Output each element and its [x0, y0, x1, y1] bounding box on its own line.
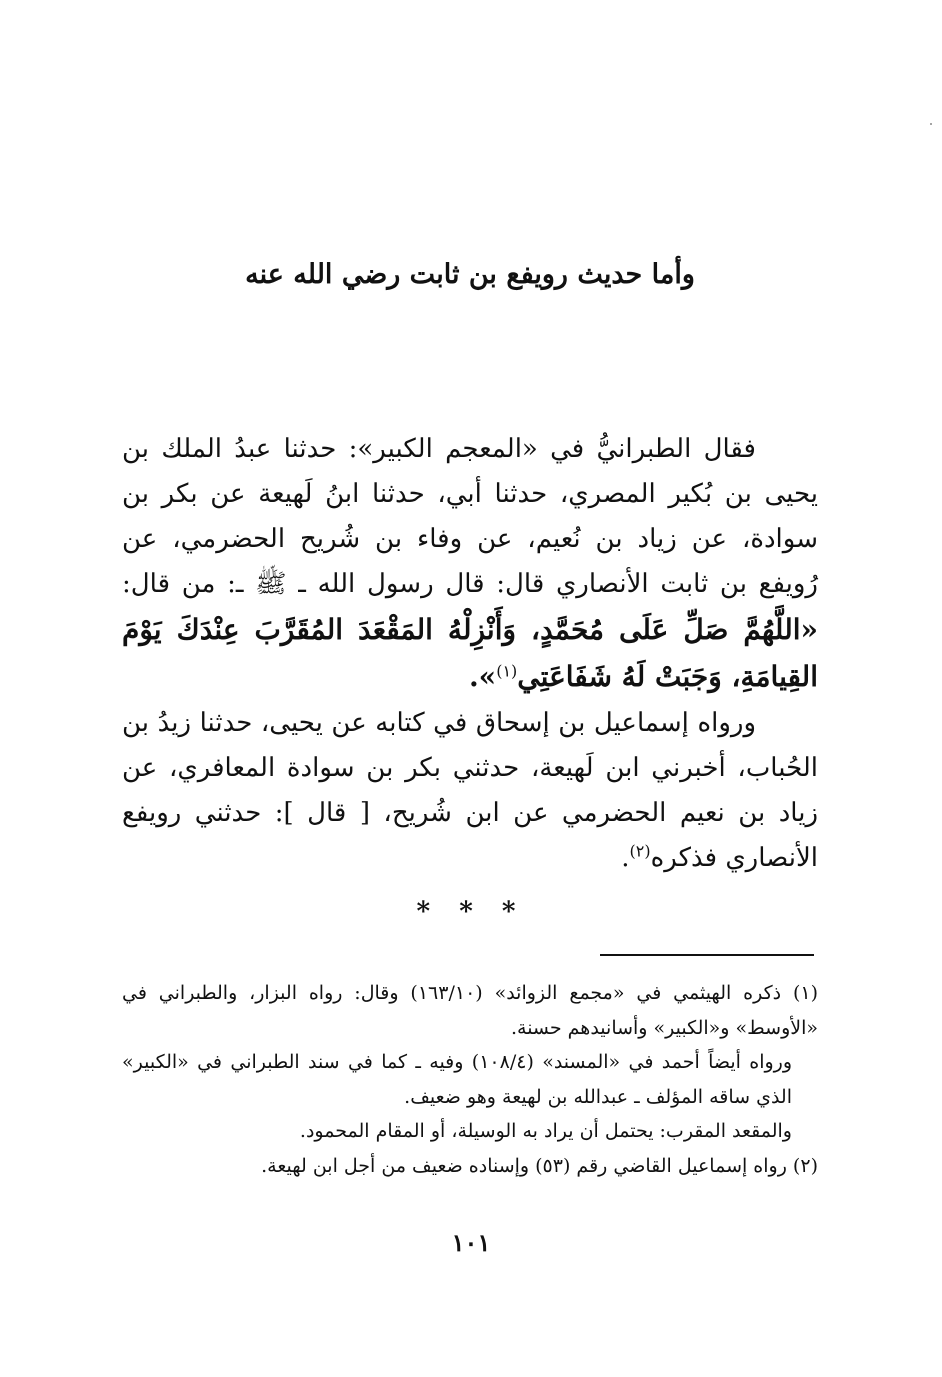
main-text	[122, 427, 818, 881]
footnote-2: (٢) رواه إسماعيل القاضي رقم (٥٣) وإسناده ضعيف من أجل ابن لهيعة.	[261, 1154, 818, 1177]
footnote-1: (١) ذكره الهيثمي في «مجمع الزوائد» (١٦٣/١٠) وقال: رواه البزار، والطبراني في «الأوسط» و«الكبير» وأسانيدهم حسنة.	[122, 982, 819, 1039]
footnote-1-gloss: والمقعد المقرب: يحتمل أن يراد به الوسيلة، أو المقام المحمود.	[299, 1120, 792, 1142]
footnotes	[122, 976, 818, 1183]
footnote-1-continued: ورواه أيضاً أحمد في «المسند» (١٠٨/٤) وفيه ـ كما في سند الطبراني في «الكبير» الذي ساقه المؤلف ـ عبدالله بن لهيعة وهو ضعيف.	[122, 1051, 792, 1108]
scan-speck	[930, 123, 932, 125]
paragraph-ismail-text: ورواه إسماعيل بن إسحاق في كتابه عن يحيى، حدثنا زيدُ بن الحُباب، أخبرني ابن لَهيعة، حدثني بكر بن سوادة المعافري، عن زياد بن نعيم الحضرمي عن ابن شُريح، [ قال ]: حدثني رويفع الأنصاري فذكره	[122, 708, 818, 873]
footnote-ref-1[interactable]: (١)	[496, 661, 518, 681]
prayer-closing: ».	[468, 660, 497, 693]
paragraph-tabarani	[122, 427, 818, 701]
footnote-rule	[600, 954, 814, 956]
footnote-ref-2[interactable]: (٢)	[629, 841, 651, 861]
paragraph-ismail	[122, 701, 818, 881]
section-separator: * * *	[416, 897, 526, 927]
paragraph-ismail-end: .	[621, 843, 630, 873]
page-number: ١٠١	[451, 1228, 491, 1257]
paragraph-tabarani-text: فقال الطبرانيُّ في «المعجم الكبير»: حدثنا عبدُ الملك بن يحيى بن بُكير المصري، حدثنا أبي، حدثنا ابنُ لَهيعة عن بكر بن سوادة، عن زياد بن نُعيم، عن وفاء بن شُريح الحضرمي، عن رُويفع بن ثابت الأنصاري قال: قال رسول الله ـ ﷺ ـ: من قال:	[122, 434, 818, 599]
prayer-text: «اللَّهُمَّ صَلِّ عَلَى مُحَمَّدٍ، وَأَنْزِلْهُ المَقْعَدَ المُقَرَّبَ عِنْدَكَ يَوْمَ القِيامَةِ، وَجَبَتْ لَهُ شَفَاعَتِي	[122, 613, 818, 693]
section-heading: وأما حديث رويفع بن ثابت رضي الله عنه	[245, 259, 695, 290]
